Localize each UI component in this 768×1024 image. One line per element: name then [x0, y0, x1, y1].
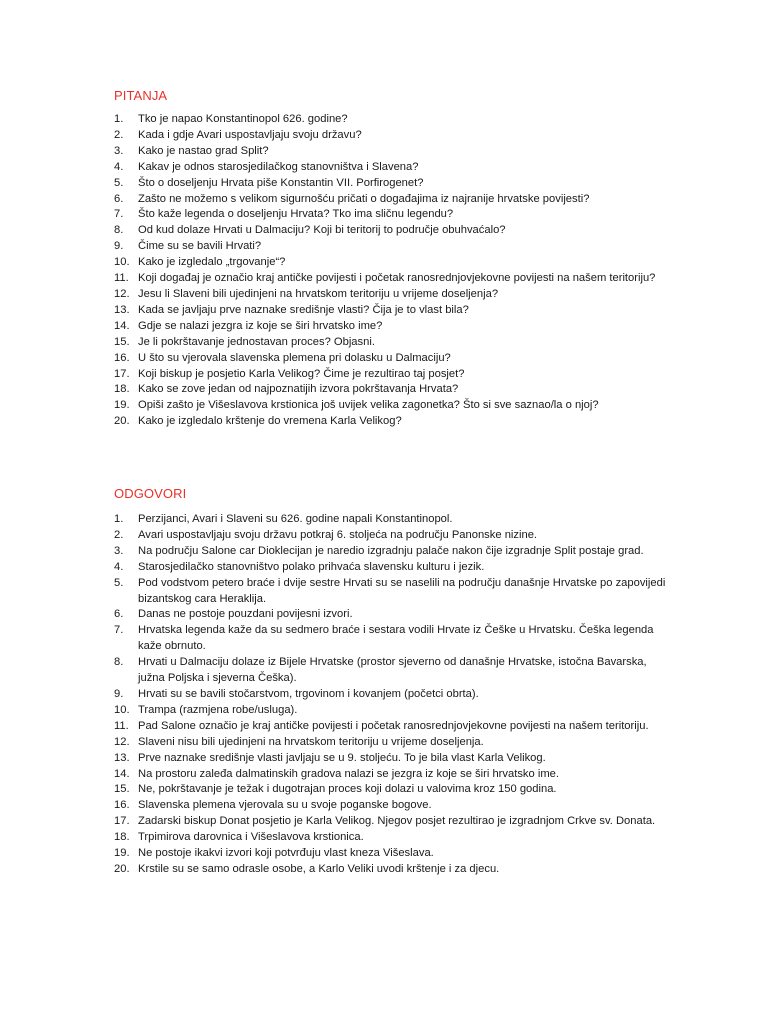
answer-item-text: Perzijanci, Avari i Slaveni su 626. godine napali Konstantinopol.: [138, 513, 453, 525]
question-item-text: Tko je napao Konstantinopol 626. godine?: [138, 113, 348, 125]
answer-item-number: 18.: [114, 831, 130, 844]
answers-heading: ODGOVORI: [114, 486, 187, 501]
question-item-text: Čime su se bavili Hrvati?: [138, 240, 262, 253]
question-item-number: 20.: [114, 415, 130, 428]
answer-item: [114, 544, 674, 560]
answer-item-number: 13.: [114, 751, 130, 764]
answer-item-number: 1.: [114, 513, 124, 525]
answer-item: [114, 846, 674, 862]
question-item: [114, 303, 674, 319]
answer-item-text: Starosjedilačko stanovništvo polako prihvaća slavensku kulturu i jezik.: [138, 560, 485, 573]
answer-item: [114, 862, 674, 878]
question-item-text: Od kud dolaze Hrvati u Dalmaciju? Koji bi teritorij to područje obuhvaćalo?: [138, 224, 506, 237]
question-item: [114, 287, 674, 303]
question-item-number: 19.: [114, 399, 130, 412]
answer-item-text: Na području Salone car Dioklecijan je naredio izgradnju palače nakon čije izgradnje Split postaje grad.: [138, 544, 644, 557]
answer-item-number: 8.: [114, 656, 124, 669]
answer-item-number: 3.: [114, 544, 124, 557]
question-item-number: 14.: [114, 319, 130, 332]
answer-item: [114, 607, 674, 623]
answer-item-text: Hrvati su se bavili stočarstvom, trgovinom i kovanjem (početci obrta).: [138, 687, 479, 700]
answer-item-text: Na prostoru zaleđa dalmatinskih gradova nalazi se jezgra iz koje se širi hrvatsko ime.: [138, 767, 559, 780]
question-item-number: 1.: [114, 113, 124, 125]
question-item-number: 6.: [114, 192, 124, 205]
answer-item: [114, 719, 674, 735]
answer-item-number: 17.: [114, 815, 130, 828]
answer-item-text: Avari uspostavljaju svoju državu potkraj 6. stoljeća na području Panonske nizine.: [138, 528, 538, 541]
question-item-number: 17.: [114, 367, 130, 380]
question-item: [114, 351, 674, 367]
answer-item: [114, 751, 674, 767]
answer-item-text: Danas ne postoje pouzdani povijesni izvori.: [138, 608, 353, 621]
question-item-text: Što kaže legenda o doseljenju Hrvata? Tko ima sličnu legendu?: [138, 208, 454, 221]
question-item-text: Je li pokrštavanje jednostavan proces? Objasni.: [138, 335, 375, 348]
question-item-text: Kada i gdje Avari uspostavljaju svoju državu?: [138, 128, 362, 141]
question-item-number: 12.: [114, 287, 130, 300]
answer-item: [114, 512, 674, 528]
question-item-text: U što su vjerovala slavenska plemena pri dolasku u Dalmaciju?: [138, 351, 451, 364]
question-item-number: 11.: [114, 272, 129, 285]
answer-item: [114, 576, 674, 608]
answer-item: [114, 814, 674, 830]
answer-item: [114, 687, 674, 703]
question-item-number: 16.: [114, 351, 130, 364]
answer-item-text: Krstile su se samo odrasle osobe, a Karlo Veliki uvodi krštenje i za djecu.: [138, 862, 500, 875]
answer-item-text: Prve naznake središnje vlasti javljaju se u 9. stoljeću. To je bila vlast Karla Velikog.: [138, 751, 546, 764]
answer-item-number: 14.: [114, 767, 130, 780]
answer-item-number: 10.: [114, 703, 130, 716]
question-item-number: 3.: [114, 144, 124, 157]
answer-item-number: 7.: [114, 624, 124, 637]
question-item: [114, 207, 674, 223]
question-item-number: 2.: [114, 128, 124, 141]
question-item-text: Kako je izgledalo „trgovanje“?: [138, 256, 286, 269]
question-item-number: 10.: [114, 256, 130, 269]
question-item: [114, 398, 674, 414]
answer-item-number: 9.: [114, 687, 124, 700]
answer-item-text: Hrvatska legenda kaže da su sedmero braće i sestara vodili Hrvate iz Češke u Hrvatsku. Češka legenda kaže obrnuto.: [138, 624, 654, 653]
question-item-text: Koji događaj je označio kraj antičke povijesti i početak ranosrednjovjekovne povijesti na našem teritoriju?: [138, 272, 656, 285]
question-item-number: 5.: [114, 176, 124, 189]
question-item-text: Kako je izgledalo krštenje do vremena Karla Velikog?: [138, 415, 402, 428]
question-item: [114, 144, 674, 160]
questions-list: [114, 112, 674, 430]
answer-item-text: Hrvati u Dalmaciju dolaze iz Bijele Hrvatske (prostor sjeverno od današnje Hrvatske, istočna Bavarska, južna Poljska i sjeverna Češka).: [138, 656, 647, 685]
question-item-number: 18.: [114, 383, 130, 396]
answer-item: [114, 528, 674, 544]
question-item: [114, 128, 674, 144]
answer-item-text: Ne postoje ikakvi izvori koji potvrđuju vlast kneza Višeslava.: [138, 847, 434, 860]
answer-item-number: 4.: [114, 560, 124, 573]
answer-item-number: 16.: [114, 799, 130, 812]
answer-item-text: Trampa (razmjena robe/usluga).: [138, 703, 298, 716]
question-item-text: Kako se zove jedan od najpoznatijih izvora pokrštavanja Hrvata?: [138, 383, 459, 396]
answer-item-text: Pad Salone označio je kraj antičke povijesti i početak ranosrednjovjekovne povijesti na našem teritoriju.: [138, 719, 649, 732]
question-item-text: Koji biskup je posjetio Karla Velikog? Čime je rezultirao taj posjet?: [138, 367, 465, 380]
question-item-number: 8.: [114, 224, 124, 237]
question-item: [114, 176, 674, 192]
question-item-number: 13.: [114, 303, 130, 316]
answer-item-number: 11.: [114, 719, 129, 732]
question-item-text: Kada se javljaju prve naznake središnje vlasti? Čija je to vlast bila?: [138, 303, 469, 316]
question-item: [114, 160, 674, 176]
question-item-number: 15.: [114, 335, 130, 348]
answer-item: [114, 655, 674, 687]
question-item: [114, 192, 674, 208]
answer-item-number: 20.: [114, 862, 130, 875]
question-item-text: Jesu li Slaveni bili ujedinjeni na hrvatskom teritoriju u vrijeme doseljenja?: [138, 287, 499, 300]
question-item: [114, 239, 674, 255]
answer-item: [114, 798, 674, 814]
answer-item-text: Pod vodstvom petero braće i dvije sestre Hrvati su se naselili na području današnje Hrvatske po zapovijedi bizantskog cara Heraklija.: [138, 576, 666, 605]
answer-item-number: 5.: [114, 576, 124, 589]
answer-item-number: 15.: [114, 783, 130, 796]
answer-item-number: 2.: [114, 528, 124, 541]
question-item-text: Kako je nastao grad Split?: [138, 144, 269, 157]
question-item: [114, 255, 674, 271]
question-item-text: Kakav je odnos starosjedilačkog stanovništva i Slavena?: [138, 160, 419, 173]
question-item-text: Što o doseljenju Hrvata piše Konstantin VII. Porfirogenet?: [138, 176, 424, 189]
answer-item: [114, 623, 674, 655]
answer-item: [114, 560, 674, 576]
question-item-number: 9.: [114, 240, 124, 253]
answer-item: [114, 703, 674, 719]
question-item: [114, 367, 674, 383]
question-item: [114, 223, 674, 239]
answer-item-text: Trpimirova darovnica i Višeslavova krstionica.: [138, 831, 364, 844]
answer-item-text: Ne, pokrštavanje je težak i dugotrajan proces koji dolazi u valovima kroz 150 godina.: [138, 783, 557, 796]
question-item: [114, 112, 674, 128]
question-item: [114, 319, 674, 335]
question-item-number: 4.: [114, 160, 124, 173]
question-item-text: Gdje se nalazi jezgra iz koje se širi hrvatsko ime?: [138, 319, 383, 332]
question-item: [114, 335, 674, 351]
question-item: [114, 382, 674, 398]
answer-item-number: 6.: [114, 608, 124, 621]
question-item: [114, 271, 674, 287]
answer-item-text: Slavenska plemena vjerovala su u svoje poganske bogove.: [138, 799, 432, 812]
answer-item: [114, 735, 674, 751]
question-item-text: Opiši zašto je Višeslavova krstionica još uvijek velika zagonetka? Što si sve saznao/la o njoj?: [138, 399, 599, 412]
answers-list: [114, 512, 674, 878]
answer-item: [114, 782, 674, 798]
answer-item-text: Zadarski biskup Donat posjetio je Karla Velikog. Njegov posjet rezultirao je izgradnjom Crkve sv. Donata.: [138, 815, 656, 828]
answer-item: [114, 767, 674, 783]
answer-item-number: 19.: [114, 847, 130, 860]
question-item: [114, 414, 674, 430]
answer-item-text: Slaveni nisu bili ujedinjeni na hrvatskom teritoriju u vrijeme doseljenja.: [138, 735, 484, 748]
answer-item-number: 12.: [114, 735, 130, 748]
questions-heading: PITANJA: [114, 88, 168, 103]
question-item-text: Zašto ne možemo s velikom sigurnošću pričati o događajima iz najranije hrvatske povijesti?: [138, 192, 590, 205]
question-item-number: 7.: [114, 208, 124, 221]
answer-item: [114, 830, 674, 846]
